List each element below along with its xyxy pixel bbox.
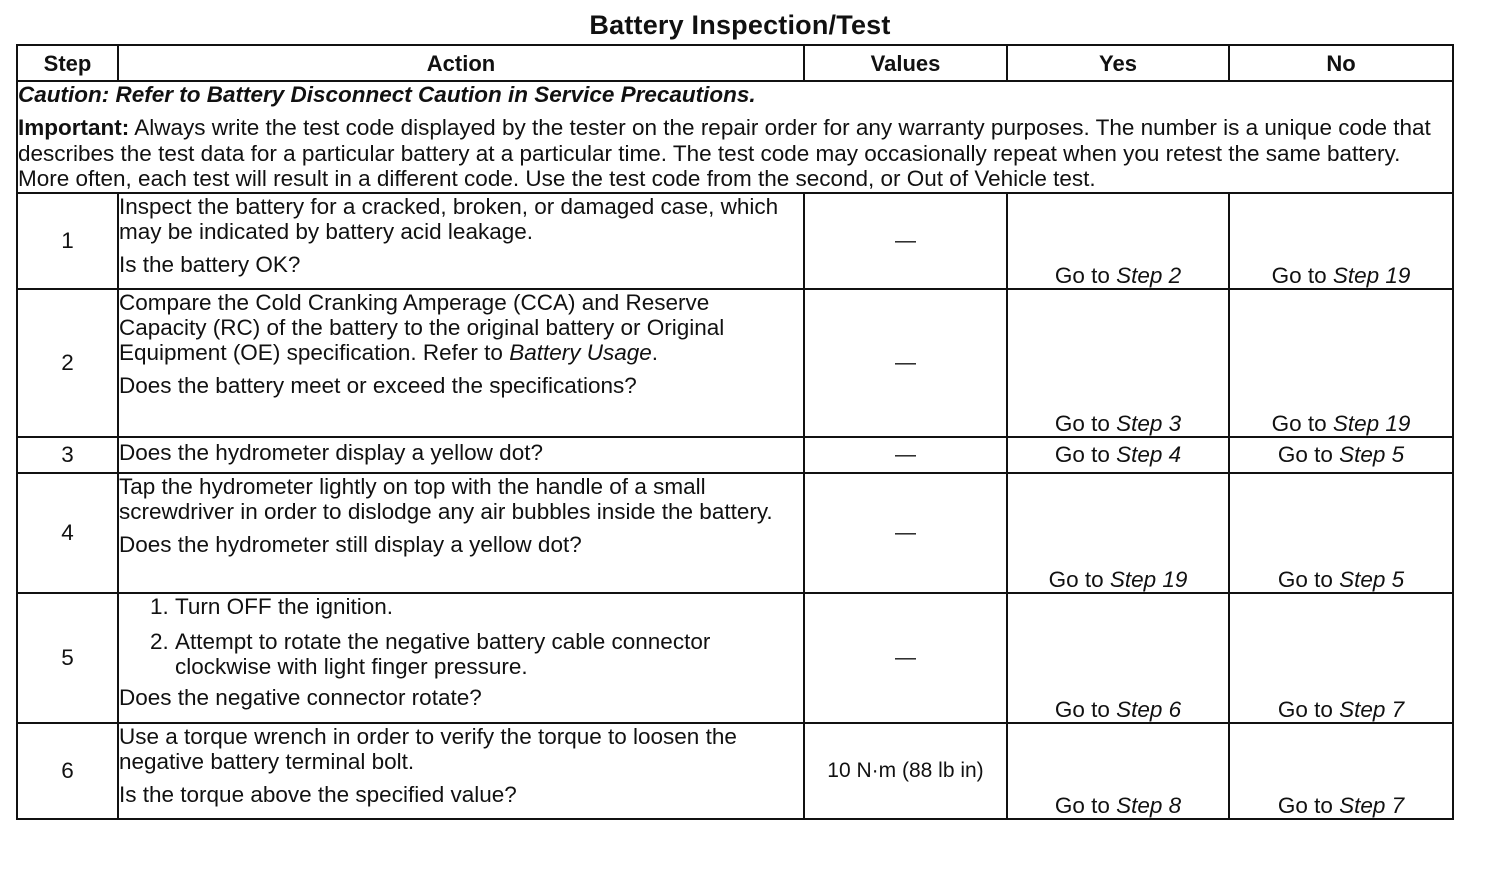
yes-step-link[interactable]: Step 8	[1116, 792, 1182, 818]
no-step-link[interactable]: Step 19	[1332, 262, 1411, 288]
value-cell: —	[804, 193, 1007, 289]
notes-row	[17, 81, 1453, 193]
no-step-link[interactable]: Step 19	[1332, 410, 1411, 436]
no-cell	[1229, 723, 1453, 819]
yes-step-link[interactable]: Step 3	[1116, 410, 1182, 436]
goto-prefix: Go to	[1277, 792, 1333, 818]
action-cell	[118, 723, 804, 819]
value-cell: —	[804, 593, 1007, 723]
goto-prefix: Go to	[1271, 262, 1327, 288]
goto-prefix: Go to	[1054, 410, 1110, 436]
table-row	[17, 593, 1453, 723]
important-note	[18, 115, 1452, 192]
action-question: Is the torque above the specified value?	[119, 781, 517, 807]
column-header-values: Values	[804, 45, 1007, 81]
action-cell	[118, 193, 804, 289]
table-row	[17, 289, 1453, 437]
step-number: 5	[17, 593, 118, 723]
goto-prefix: Go to	[1277, 566, 1333, 592]
table-row	[17, 193, 1453, 289]
yes-step-link[interactable]: Step 6	[1116, 696, 1182, 722]
goto-prefix: Go to	[1054, 696, 1110, 722]
yes-cell	[1007, 723, 1229, 819]
column-header-yes: Yes	[1007, 45, 1229, 81]
action-text: Use a torque wrench in order to verify the torque to loosen the negative battery terminal bolt.	[119, 723, 737, 774]
table-row	[17, 723, 1453, 819]
no-step-link[interactable]: Step 7	[1339, 696, 1405, 722]
goto-prefix: Go to	[1277, 696, 1333, 722]
step-number: 1	[17, 193, 118, 289]
column-header-action: Action	[118, 45, 804, 81]
value-cell: 10 N·m (88 lb in)	[804, 723, 1007, 819]
column-header-no: No	[1229, 45, 1453, 81]
caution-note: Caution: Refer to Battery Disconnect Caution in Service Precautions.	[18, 82, 756, 107]
step-number: 4	[17, 473, 118, 593]
action-text	[119, 290, 803, 365]
step-number: 2	[17, 289, 118, 437]
step-number: 3	[17, 437, 118, 473]
substep-list	[119, 594, 803, 679]
yes-step-link[interactable]: Step 19	[1109, 566, 1188, 592]
yes-step-link[interactable]: Step 4	[1116, 442, 1182, 467]
yes-cell	[1007, 593, 1229, 723]
no-cell	[1229, 193, 1453, 289]
no-step-link[interactable]: Step 7	[1339, 792, 1405, 818]
table-row	[17, 437, 1453, 473]
action-text: Inspect the battery for a cracked, broken, or damaged case, which may be indicated by battery acid leakage.	[119, 193, 779, 244]
table-row	[17, 473, 1453, 593]
goto-prefix: Go to	[1054, 792, 1110, 818]
action-cell	[118, 289, 804, 437]
goto-prefix: Go to	[1054, 262, 1110, 288]
action-cell	[118, 593, 804, 723]
notes-cell	[17, 81, 1453, 193]
goto-prefix: Go to	[1271, 410, 1327, 436]
action-question: Does the hydrometer still display a yellow dot?	[119, 531, 582, 557]
action-text-main: Compare the Cold Cranking Amperage (CCA) and Reserve Capacity (RC) of the battery to the original battery or Original Equipment (OE) specification. Refer to	[119, 289, 725, 365]
no-step-link[interactable]: Step 5	[1339, 442, 1405, 467]
yes-cell	[1007, 437, 1229, 473]
yes-step-link[interactable]: Step 2	[1116, 262, 1182, 288]
important-label: Important:	[18, 115, 130, 140]
no-cell	[1229, 593, 1453, 723]
value-cell: —	[804, 473, 1007, 593]
action-question: Does the battery meet or exceed the specifications?	[119, 372, 637, 398]
battery-usage-link[interactable]: Battery Usage	[509, 339, 652, 365]
action-question: Is the battery OK?	[119, 251, 301, 277]
step-number: 6	[17, 723, 118, 819]
column-header-step: Step	[17, 45, 118, 81]
action-question: Does the hydrometer display a yellow dot?	[119, 439, 543, 465]
substep-item: 1. Turn OFF the ignition.	[175, 594, 803, 619]
page-title: Battery Inspection/Test	[589, 10, 891, 40]
goto-prefix: Go to	[1277, 442, 1333, 467]
substep-item: 2. Attempt to rotate the negative battery cable connector clockwise with light finger pressure.	[175, 629, 803, 679]
procedure-table	[16, 44, 1454, 820]
yes-cell	[1007, 289, 1229, 437]
header-row	[17, 45, 1453, 81]
important-text: Always write the test code displayed by the tester on the repair order for any warranty purposes. The number is a unique code that describes the test data for a particular battery at a particular time. The test code may occasionally repeat when you retest the same battery. More often, each test will result in a different code. Use the test code from the second, or Out of Vehicle test.	[18, 115, 1431, 191]
no-cell	[1229, 437, 1453, 473]
yes-cell	[1007, 473, 1229, 593]
action-question: Does the negative connector rotate?	[119, 684, 482, 710]
action-text: Tap the hydrometer lightly on top with the handle of a small screwdriver in order to dislodge any air bubbles inside the battery.	[119, 473, 773, 524]
no-cell	[1229, 289, 1453, 437]
action-cell	[118, 473, 804, 593]
action-cell	[118, 437, 804, 473]
value-cell: —	[804, 437, 1007, 473]
yes-cell	[1007, 193, 1229, 289]
goto-prefix: Go to	[1054, 442, 1110, 467]
action-text-end: .	[651, 339, 659, 365]
goto-prefix: Go to	[1048, 566, 1104, 592]
value-cell: —	[804, 289, 1007, 437]
no-cell	[1229, 473, 1453, 593]
no-step-link[interactable]: Step 5	[1339, 566, 1405, 592]
